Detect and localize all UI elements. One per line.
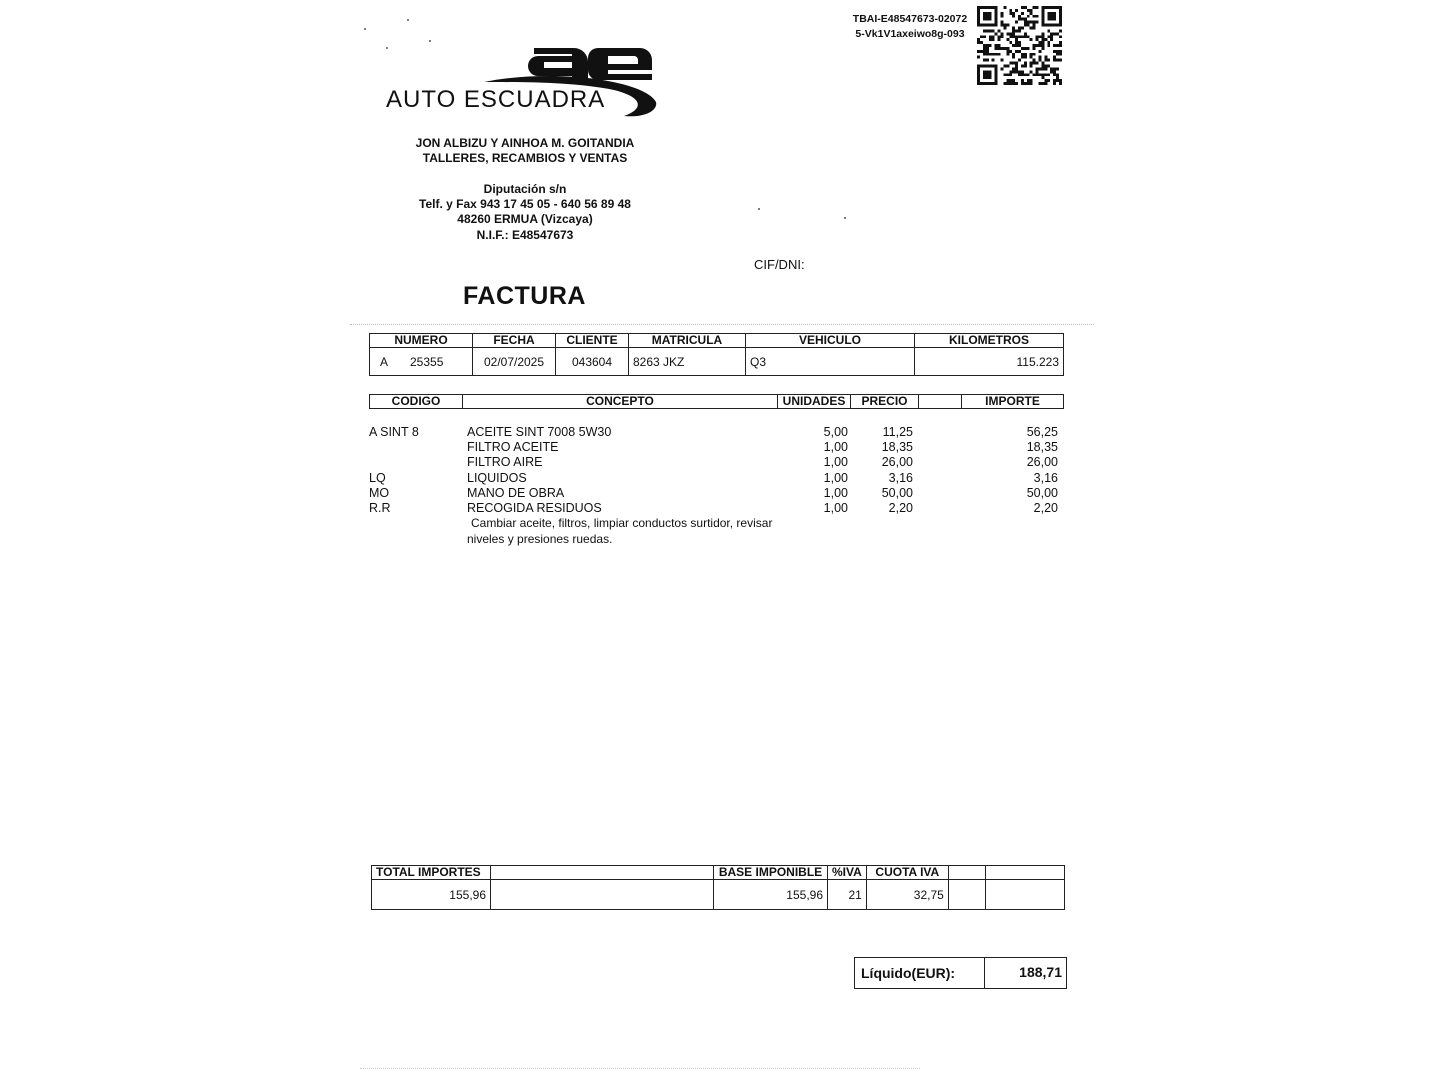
col-codigo: CODIGO <box>370 395 463 409</box>
line-amount: 26,00 <box>1026 455 1058 470</box>
document-title: FACTURA <box>463 282 586 310</box>
col-importe: IMPORTE <box>962 395 1064 409</box>
totals-blank-3 <box>985 866 1064 880</box>
total-importes-value: 155,96 <box>372 880 491 910</box>
lines-header-table <box>369 394 1064 409</box>
list-item <box>369 440 1064 455</box>
line-units: 1,00 <box>823 485 848 500</box>
line-code: LQ <box>369 470 386 485</box>
col-precio: PRECIO <box>851 395 919 409</box>
company-nif: N.I.F.: E48547673 <box>476 228 574 242</box>
totals-blank-cell-2 <box>948 880 985 910</box>
col-numero: NUMERO <box>370 334 473 348</box>
base-imponible-label: BASE IMPONIBLE <box>714 866 828 880</box>
line-amount: 3,16 <box>1033 470 1058 485</box>
totals-blank-cell-1 <box>491 880 714 910</box>
vehiculo-value: Q3 <box>746 348 915 376</box>
scan-speck <box>364 28 366 30</box>
note-line-1: Cambiar aceite, filtros, limpiar conductos surtidor, revisar <box>471 516 773 530</box>
list-item <box>369 501 1064 516</box>
company-address: Diputación s/n <box>483 182 567 196</box>
cuota-iva-label: CUOTA IVA <box>866 866 948 880</box>
matricula-value: 8263 JKZ <box>629 348 746 376</box>
line-price: 11,25 <box>882 425 913 439</box>
col-cliente: CLIENTE <box>556 334 629 348</box>
base-imponible-value: 155,96 <box>714 880 828 910</box>
scan-speck <box>407 19 409 21</box>
totals-header-row <box>372 866 1065 880</box>
line-code: A SINT 8 <box>369 425 419 439</box>
tbai-line-2: 5-Vk1V1axeiwo8g-093 <box>855 28 965 40</box>
qr-code-icon <box>977 6 1062 85</box>
line-amount: 56,25 <box>1026 425 1058 439</box>
cif-dni-label: CIF/DNI: <box>754 257 805 272</box>
line-units: 1,00 <box>823 500 848 515</box>
kilometros-value: 115.223 <box>915 348 1064 376</box>
line-amount: 2,20 <box>1033 500 1058 515</box>
tbai-code <box>846 12 974 42</box>
totals-blank-2 <box>948 866 985 880</box>
tbai-line-1: TBAI-E48547673-02072 <box>852 13 968 25</box>
company-activity: TALLERES, RECAMBIOS Y VENTAS <box>422 151 628 165</box>
list-item <box>369 455 1064 470</box>
lines-header-row <box>370 395 1064 409</box>
line-code: R.R <box>369 500 391 515</box>
totals-blank-1 <box>491 866 714 880</box>
line-concept: LIQUIDOS <box>467 470 527 485</box>
header-row <box>370 334 1064 348</box>
col-blank <box>919 395 962 409</box>
liquido-box <box>854 957 1067 989</box>
logo-wordmark: AUTO ESCUADRA <box>386 86 606 113</box>
table-row <box>370 348 1064 376</box>
line-units: 1,00 <box>823 470 848 485</box>
line-amount: 18,35 <box>1026 440 1058 455</box>
line-price: 50,00 <box>881 485 913 500</box>
line-price: 3,16 <box>888 470 913 485</box>
line-concept: ACEITE SINT 7008 5W30 <box>467 425 612 439</box>
company-phone: Telf. y Fax 943 17 45 05 - 640 56 89 48 <box>419 197 631 211</box>
cliente-value: 043604 <box>556 348 629 376</box>
col-unidades: UNIDADES <box>778 395 851 409</box>
line-amount: 50,00 <box>1026 485 1058 500</box>
fecha-value: 02/07/2025 <box>473 348 556 376</box>
scan-speck <box>844 217 846 219</box>
work-description <box>467 516 807 547</box>
cuota-iva-value: 32,75 <box>866 880 948 910</box>
company-city: 48260 ERMUA (Vizcaya) <box>457 212 593 226</box>
line-concept: RECOGIDA RESIDUOS <box>467 500 602 515</box>
bottom-scan-line <box>360 1068 920 1069</box>
totals-table <box>371 865 1065 910</box>
scan-speck <box>429 40 431 42</box>
line-units: 1,00 <box>823 440 848 455</box>
company-owners: JON ALBIZU Y AINHOA M. GOITANDIA <box>415 136 635 150</box>
serie-value: A <box>380 354 389 369</box>
scan-speck <box>386 47 388 49</box>
numero-cell <box>370 348 473 376</box>
note-line-2: niveles y presiones ruedas. <box>467 531 613 546</box>
list-item <box>369 425 1064 440</box>
list-item <box>369 486 1064 501</box>
iva-percent-label: %IVA <box>828 866 867 880</box>
line-price: 26,00 <box>881 455 913 470</box>
list-item <box>369 471 1064 486</box>
line-concept: FILTRO AIRE <box>467 455 543 470</box>
separator <box>350 324 1094 325</box>
liquido-value: 188,71 <box>1019 964 1062 980</box>
line-price: 2,20 <box>888 500 913 515</box>
invoice-header-table <box>369 333 1064 376</box>
line-price: 18,35 <box>881 440 913 455</box>
line-code: MO <box>369 485 390 500</box>
col-matricula: MATRICULA <box>629 334 746 348</box>
totals-blank-cell-3 <box>985 880 1064 910</box>
total-importes-label: TOTAL IMPORTES <box>372 866 491 880</box>
line-units: 1,00 <box>823 455 848 470</box>
liquido-label: Líquido(EUR): <box>855 958 985 988</box>
scan-speck <box>758 208 760 210</box>
col-concepto: CONCEPTO <box>463 395 778 409</box>
line-concept: MANO DE OBRA <box>467 485 565 500</box>
invoice-lines <box>369 425 1064 516</box>
totals-values-row <box>372 880 1065 910</box>
col-fecha: FECHA <box>473 334 556 348</box>
line-concept: FILTRO ACEITE <box>467 440 559 455</box>
col-kilometros: KILOMETROS <box>915 334 1064 348</box>
col-vehiculo: VEHICULO <box>746 334 915 348</box>
iva-percent-value: 21 <box>828 880 867 910</box>
numero-value: 25355 <box>410 354 444 369</box>
line-units: 5,00 <box>823 425 848 439</box>
